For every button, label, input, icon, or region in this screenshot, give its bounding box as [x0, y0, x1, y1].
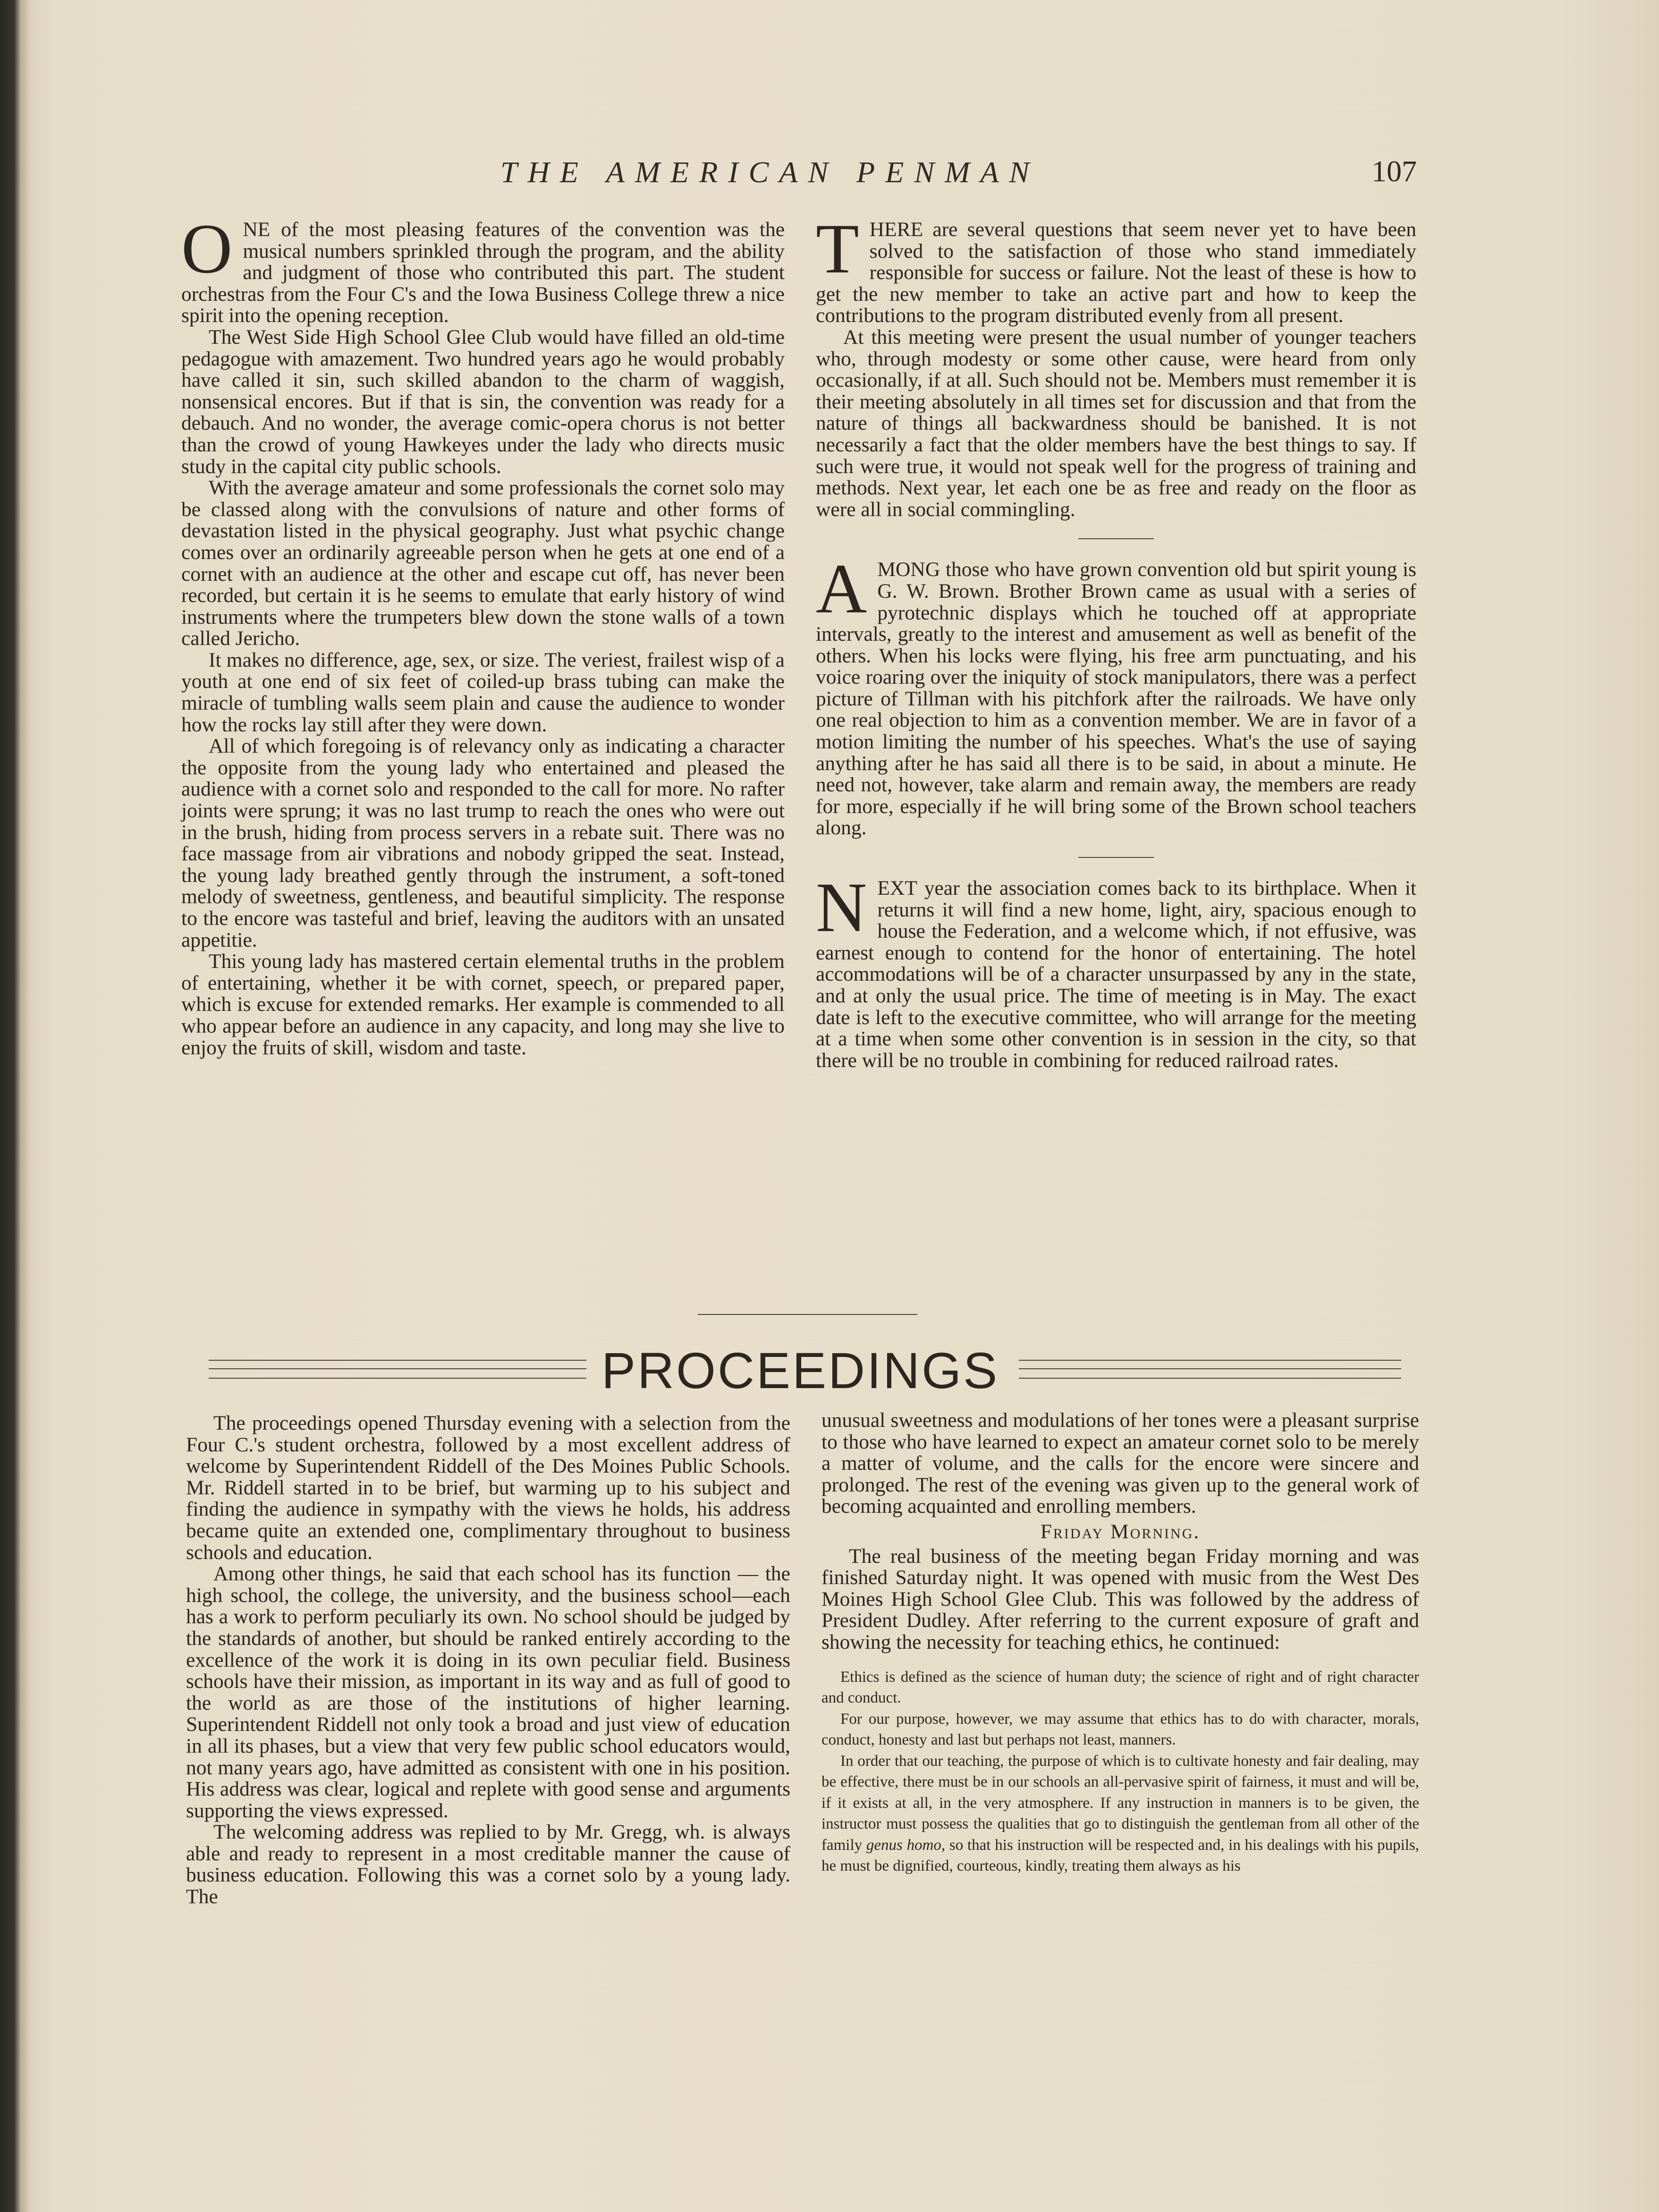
divider: [1078, 538, 1154, 539]
drop-cap: T: [816, 210, 859, 288]
paragraph: The proceedings opened Thursday evening with a selection from the Four C.'s student orchestra, followed by a most excellent address of welcome by Superintendent Riddell of the Des Moines Public Schools. Mr. Riddell started in to be brief, but warming up to his subject and finding the audience in sympathy with the views he holds, his address became quite an extended one, complimentary throughout to business schools and education.: [186, 1412, 790, 1564]
quote-text: In order that our teaching, the purpose of which is to cultivate honesty and fair dealing, may be effective, there must be in our schools an all-pervasive spirit of fairness, it must and will be, if it exists at all, in the very atmosphere. If any instruction in manners is to be given, the instructor must possess the qualities that go to distinguish the gentleman from all other of the family: [821, 1752, 1419, 1854]
paragraph-text: MONG those who have grown convention old but spirit young is G. W. Brown. Brother Brown came as usual with a series of pyrotechnic displays which he touched off at appropriate intervals, greatly to the interest and amusement as well as benefit of the others. When his locks were flying, his free arm punctuating, and his voice roaring over the iniquity of stock manipulators, there was a perfect picture of Tillman with his pitchfork after the railroads. We have only one real objection to him as a convention member. We are in favor of a motion limiting the number of his speeches. What's the use of saying anything after he has said all there is to be said, in about a minute. He need not, however, take alarm and remain away, the members are ready for more, especially if he will bring some of the Brown school teachers along.: [816, 558, 1416, 839]
subheading: Friday Morning.: [1040, 1520, 1201, 1543]
quote-text: so that his instruction will be respected and, in his dealings with his pupils, he must be dignified, courteous, kindly, treating them always as his: [821, 1836, 1420, 1875]
italic-term: genus homo,: [866, 1836, 946, 1854]
quoted-address: [821, 1667, 1419, 1877]
proceedings-right-column: [821, 1410, 1419, 1877]
drop-cap: O: [181, 210, 233, 288]
proceedings-heading: [207, 1341, 1401, 1398]
proceedings-left-column: [186, 1413, 790, 1908]
heading-ornament-right: [1019, 1360, 1401, 1379]
paragraph: This young lady has mastered certain elemental truths in the problem of entertaining, whether it be with cornet, speech, or prepared paper, which is excuse for extended remarks. Her example is commended to all who appear before an audience in any capacity, and long may she live to enjoy the fruits of skill, wisdom and taste.: [181, 950, 785, 1059]
drop-cap: N: [816, 868, 867, 947]
section-divider: [698, 1314, 917, 1315]
paragraph: It makes no difference, age, sex, or size. The veriest, frailest wisp of a youth at one end of six feet of coiled-up brass tubing can make the miracle of tumbling walls seem plain and cause the audience to wonder how the rocks lay still after they were down.: [181, 648, 785, 736]
section-title: PROCEEDINGS: [601, 1342, 999, 1399]
paragraph: With the average amateur and some professionals the cornet solo may be classed along with the convulsions of nature and other forms of devastation listed in the physical geography. Just what psychic change comes over an ordinarily agreeable person when he gets at one end of a cornet with an audience at the other and escape cut off, has never been recorded, but certain it is he seems to emulate that early history of wind instruments where the trumpeters blew down the stone walls of a town called Jericho.: [181, 476, 785, 650]
paragraph: Among other things, he said that each school has its function — the high school, the college, the university, and the business school—each has a work to perform peculiarly its own. No school should be judged by the standards of another, but should be ranked entirely according to the excellence of the work it is doing in its own peculiar field. Business schools have their mission, as important in its way and as full of good to the world as are those of the institutions of higher learning. Superintendent Riddell not only took a broad and just view of education in all its phases, but a view that very few public school educators would, not many years ago, have admitted as consistent with one in his position. His address was clear, logical and replete with good sense and arguments supporting the views expressed.: [186, 1562, 790, 1822]
paragraph: unusual sweetness and modulations of her tones were a pleasant surprise to those who have learned to expect an amateur cornet solo to be merely a matter of volume, and the calls for the encore were sincere and prolonged. The rest of the evening was given up to the general work of becoming acquainted and enrolling members.: [821, 1409, 1419, 1518]
paragraph-text: EXT year the association comes back to its birthplace. When it returns it will find a new home, light, airy, spacious enough to house the Federation, and a welcome which, if not effusive, was earnest enough to contend for the honor of entertaining. The hotel accommodations will be of a character unsurpassed by any in the state, and at only the usual price. The time of meeting is in May. The exact date is left to the executive committee, who will arrange for the meeting at a time when some other convention is in session in the city, so that there will be no trouble in combining for reduced railroad rates.: [816, 877, 1416, 1072]
paragraph: [816, 868, 1416, 1072]
paragraph-text: HERE are several questions that seem never yet to have been solved to the satisfaction of those who stand immediately responsible for success or failure. Not the least of these is how to get the new member to take an active part and how to keep the contributions to the program distributed evenly from all present.: [816, 218, 1416, 327]
divider: [1078, 857, 1154, 858]
paragraph: The West Side High School Glee Club would have filled an old-time pedagogue with amazement. Two hundred years ago he would probably have called it sin, such skilled abandon to the charm of waggish, nonsensical encores. But if that is sin, the convention was ready for a debauch. And no wonder, the average comic-opera chorus is not better than the crowd of young Hawkeyes under the lady who directs music study in the capital city public schools.: [181, 325, 785, 478]
quote-paragraph: Ethics is defined as the science of human duty; the science of right and of right character and conduct.: [821, 1668, 1419, 1707]
quote-paragraph: For our purpose, however, we may assume that ethics has to do with character, morals, conduct, honesty and last but perhaps not least, manners.: [821, 1710, 1419, 1749]
paragraph: At this meeting were present the usual number of younger teachers who, through modesty or some other cause, were heard from only occasionally, if at all. Such should not be. Members must remember it is their meeting absolutely in all times set for discussion and that from the nature of things all backwardness should be banished. It is not necessarily a fact that the older members have the best things to say. If such were true, it would not speak well for the progress of training and methods. Next year, let each one be as free and ready on the floor as were all in social commingling.: [816, 325, 1416, 521]
drop-cap: A: [816, 550, 867, 628]
paragraph: The real business of the meeting began Friday morning and was finished Saturday night. It was opened with music from the West Des Moines High School Glee Club. This was followed by the address of President Dudley. After referring to the current exposure of graft and showing the necessity for teaching ethics, he continued:: [821, 1544, 1419, 1653]
paragraph: The welcoming address was replied to by Mr. Gregg, wh. is always able and ready to represent in a most creditable manner the cause of business education. Following this was a cornet solo by a young lady. The: [186, 1821, 790, 1908]
top-right-column: [816, 210, 1416, 1072]
paragraph-text: NE of the most pleasing features of the convention was the musical numbers sprinkled through the program, and the ability and judgment of those who contributed this part. The student orchestras from the Four C's and the Iowa Business College threw a nice spirit into the opening reception.: [181, 218, 785, 327]
paragraph: [816, 550, 1416, 839]
heading-ornament-left: [209, 1360, 586, 1379]
quote-paragraph: [821, 1751, 1419, 1877]
running-head: THE AMERICAN PENMAN: [500, 155, 1040, 189]
page-number: 107: [1371, 154, 1417, 188]
paragraph: [181, 210, 785, 327]
top-left-column: [181, 210, 785, 1059]
paragraph: [816, 210, 1416, 327]
paragraph: All of which foregoing is of relevancy only as indicating a character the opposite from the young lady who entertained and pleased the audience with a cornet solo and responded to the call for more. No rafter joints were sprung; it was no last trump to reach the ones who were out in the brush, hiding from process servers in a rebate suit. There was no face massage from air vibrations and nobody gripped the seat. Instead, the young lady breathed gently through the instrument, a soft-toned melody of sweetness, gentleness, and beautiful simplicity. The response to the encore was tasteful and brief, leaving the auditors with an unsated appetitie.: [181, 735, 785, 951]
